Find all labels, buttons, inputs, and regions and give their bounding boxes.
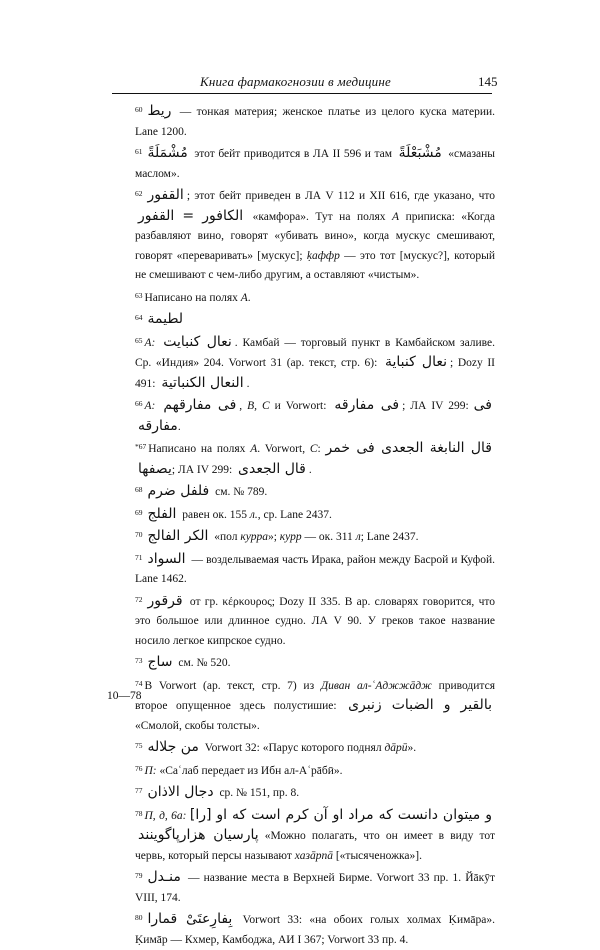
footnote-number: 76 [135, 763, 143, 773]
footnote-number: 70 [135, 530, 143, 539]
footnote-number: 73 [135, 656, 143, 665]
footnote-text: فلفل ضرم см. № 789. [147, 483, 268, 499]
footnote-number: 71 [135, 552, 143, 562]
footnote-text: قرقور от гр. κέρκουρος; Dozy II 335. В ар. словарях говорится, что это большое или длинное судно. ЛА V 90. У греков такое название носило легкое кипрское судно. [135, 592, 495, 647]
footnote-number: 60 [135, 105, 143, 114]
footnote-text: Написано на полях A. [144, 291, 251, 304]
footnote-text: A: نعال كنبايت . Камбай — торговый пункт в Камбайском заливе. Ср. «Индия» 204. Vorwort 31 (ар. текст, стр. 6): نعال كنباية ; Dozy II 491: النعال الكنباتية . [135, 333, 496, 391]
footnote [107, 759, 495, 782]
footnote-number: 69 [135, 507, 143, 517]
footnote-text: П: «Саʿлаб передает из Ибн ал-Аʿрāбӣ». [144, 764, 343, 777]
page-number: 145 [478, 74, 498, 89]
footnote-number: 72 [135, 594, 143, 604]
footnote [107, 525, 495, 548]
footnote-text: الفلج равен ок. 155 л., ср. Lane 2437. [147, 505, 332, 522]
footnote [107, 437, 495, 480]
footnote [107, 908, 495, 950]
footnote [107, 142, 495, 184]
footnote [107, 480, 495, 503]
footnote-text: ساج см. № 520. [147, 654, 231, 670]
footnote [107, 286, 495, 309]
footnote-number: 61 [135, 147, 143, 156]
running-title: Книга фармакогнозии в медицине [200, 74, 391, 89]
footnote-number: 77 [135, 786, 143, 795]
footnote-text: لطيمة [147, 311, 184, 327]
footnote [107, 674, 495, 737]
footnote-text: Написано на полях A. Vorwort, C: قال النابغة الجعدى فى خمر يصفها; ЛА IV 299: قال الجعدى . [138, 440, 493, 477]
footnote-number: 62 [135, 189, 143, 198]
footnote [107, 651, 495, 674]
footnote [107, 308, 495, 331]
header-rule [112, 93, 492, 94]
footnote-text: ريط — тонкая материя; женское платье из целого куска материи. Lane 1200. [135, 103, 495, 138]
footnote-text: القفور ; этот бейт приведен в ЛА V 112 и XII 616, где указано, что الكافور = القفور «камфора». Тут на полях A приписка: «Когда разбавляют вино, говорят «убивать вино», когда мускус смешивают, говорят «переваривать» [мускус]; ḳаффр — это тот [мускус?], который не смешивают с чем-либо другим, а оставляют «чистым». [135, 187, 496, 281]
footnote [107, 736, 495, 759]
footnote-number: 66 [135, 399, 143, 408]
footnote [107, 184, 495, 286]
footnote-number: 80 [135, 913, 143, 922]
footnote-number: 74 [135, 678, 143, 688]
footnote [107, 394, 495, 437]
footnote [107, 866, 495, 908]
footnote [107, 100, 495, 142]
footnote-number: 68 [135, 485, 143, 494]
footnotes [107, 100, 495, 950]
footnote-number: 78 [135, 808, 143, 818]
footnote-number: 75 [135, 741, 143, 750]
footnote [107, 331, 495, 395]
footnote-number: 63 [135, 290, 143, 300]
footnote-number: 79 [135, 871, 143, 880]
footnote-text: بِفارِعتَىْ قمارا Vorwort 33: «на обоих голых холмах Ḳимāра». Ḳимāр — Кхмер, Камбоджа, АИ I 367; Vorwort 33 пр. 4. [135, 911, 495, 946]
footnote-text: مُشْمَلَةً этот бейт приводится в ЛА II 596 и там مُشْبَعْلَةً «смазаны маслом». [135, 145, 495, 180]
footnote [107, 781, 495, 804]
footnote [107, 548, 495, 590]
footnote-text: دجال الاذان ср. № 151, пр. 8. [147, 784, 300, 800]
signature-mark: 10—78 [107, 690, 142, 702]
footnote-text: السواد — возделываемая часть Ирака, район между Басрой и Куфой. Lane 1462. [135, 550, 495, 585]
footnote-text: В Vorwort (ар. текст, стр. 7) из Диван ал-ʿАджжāдж приводится второе опущенное здесь полустишие: بالقير و الضبات زنبرى «Смолой, скобы толсты». [135, 679, 495, 732]
footnote-number: *67 [135, 442, 147, 451]
footnote [107, 590, 495, 652]
footnote-text: A: فى مفارقهم , B, C и Vorwort: فى مفارقه ; ЛА IV 299: فى مفارقه. [138, 397, 492, 434]
footnote-text: П, д, 6а: و ميتوان دانست كه مراد او آن كرم است كه او [را] پارسيان هزارپاگوينند «Можно полагать, что он имеет в виду тот червь, который персы называют хазāрпā [«тысяченожка»]. [135, 806, 495, 862]
footnote [107, 804, 495, 867]
footnote-text: من جلاله Vorwort 32: «Парус которого поднял дāрӣ». [147, 739, 417, 755]
footnote-text: الكر الفالج «пол курра»; курр — ок. 311 л; Lane 2437. [147, 528, 419, 544]
footnote-text: منـدل — название места в Верхней Бирме. Vorwort 33 пр. 1. Йāкӯт VIII, 174. [135, 869, 495, 904]
footnote-number: 64 [135, 313, 143, 322]
footnote [107, 503, 495, 526]
footnote-number: 65 [135, 335, 143, 345]
